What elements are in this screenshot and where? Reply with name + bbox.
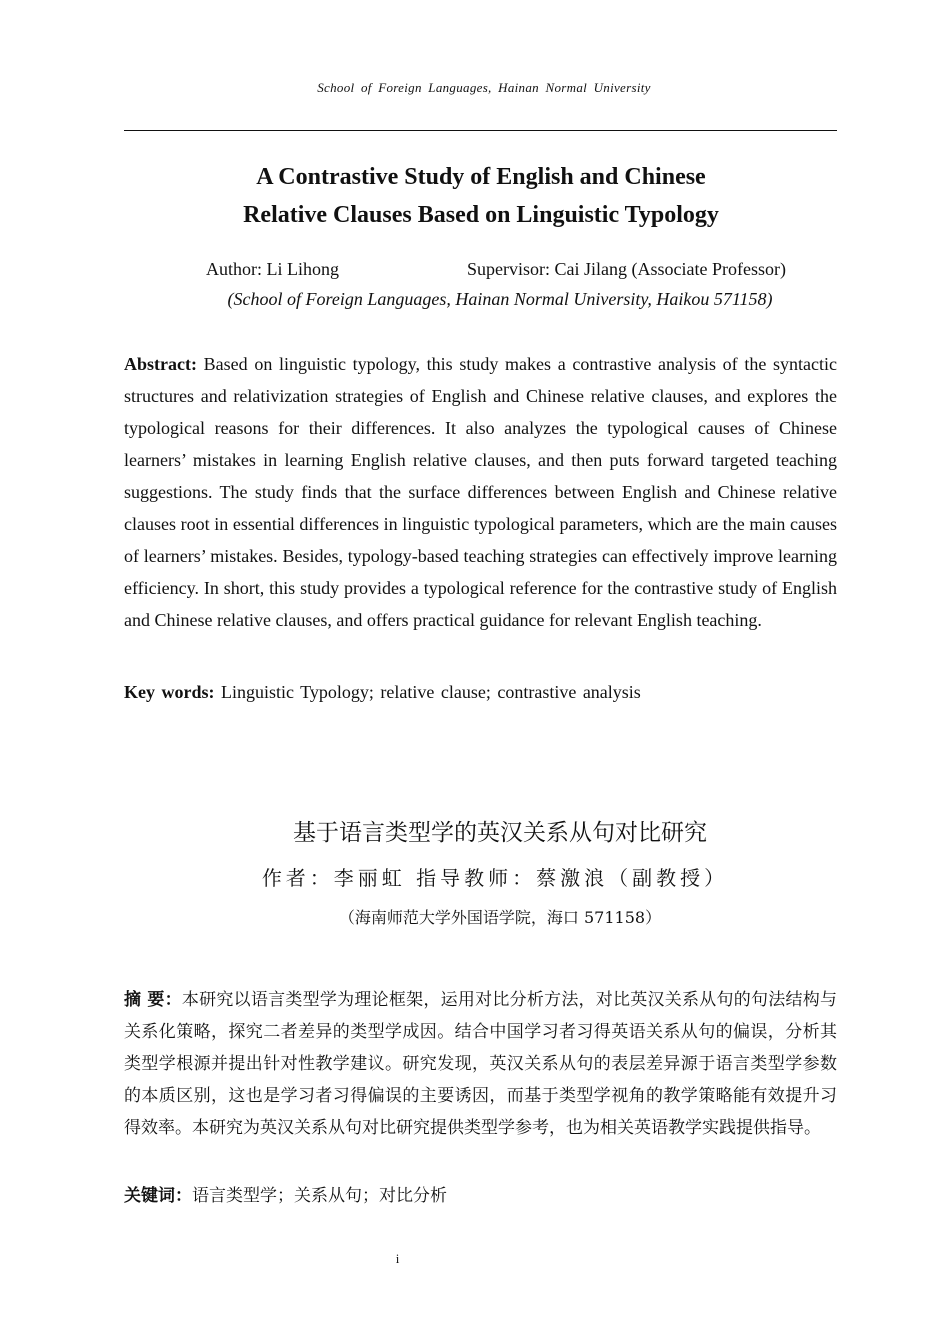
english-title-line-2: Relative Clauses Based on Linguistic Typology [243, 202, 719, 228]
chinese-abstract-body: 本研究以语言类型学为理论框架，运用对比分析方法，对比英汉关系从句的句法结构与关系化策略，探究二者差异的类型学成因。结合中国学习者习得英语关系从句的偏误，分析其类型学根源并提出针对性教学建议。研究发现，英汉关系从句的表层差异源于语言类型学参数的本质区别，这也是学习者习得偏误的主要诱因，而基于类型学视角的教学策略能有效提升习得效率。本研究为英汉关系从句对比研究提供类型学参考，也为相关英语教学实践提供指导。 [124, 990, 837, 1138]
abstract-label: Abstract: [124, 354, 197, 374]
chinese-author-line: 作者：李丽虹 指导教师：蔡激浪（副教授） [261, 866, 729, 890]
supervisor-name: Supervisor: Cai Jilang (Associate Professor) [467, 259, 786, 279]
author-name: Author: Li Lihong [206, 259, 339, 279]
chinese-title: 基于语言类型学的英汉关系从句对比研究 [293, 820, 707, 846]
chinese-keywords [124, 1182, 837, 1210]
keywords-label: Key words: [124, 682, 215, 702]
chinese-keywords-label: 关键词： [124, 1186, 192, 1206]
english-abstract [124, 348, 837, 636]
english-title-line-1: A Contrastive Study of English and Chinese [256, 164, 706, 190]
abstract-body: Based on linguistic typology, this study makes a contrastive analysis of the syntactic structures and relativization strategies of English and Chinese relative clauses, and explores the typological reasons for their differences. It also analyzes the typological causes of Chinese learners’ mistakes in learning English relative clauses, and then puts forward targeted teaching suggestions. The study finds that the surface differences between English and Chinese relative clauses root in essential differences in linguistic typological parameters, which are the main causes of learners’ mistakes. Besides, typology-based teaching strategies can effectively improve learning efficiency. In short, this study provides a typological reference for the contrastive study of English and Chinese relative clauses, and offers practical guidance for relevant English teaching. [124, 354, 837, 630]
header-rule [124, 130, 837, 131]
chinese-abstract-label: 摘 要： [124, 990, 182, 1010]
english-affiliation: (School of Foreign Languages, Hainan Normal University, Haikou 571158) [227, 289, 773, 309]
chinese-keywords-body: 语言类型学；关系从句；对比分析 [192, 1186, 447, 1206]
english-title [0, 158, 950, 234]
chinese-affiliation: （海南师范大学外国语学院，海口 571158） [338, 908, 662, 927]
english-keywords [124, 678, 837, 706]
chinese-abstract [124, 984, 837, 1144]
page-number: i [395, 1251, 400, 1266]
running-header: School of Foreign Languages, Hainan Normal University [317, 80, 651, 95]
keywords-body: Linguistic Typology; relative clause; contrastive analysis [214, 682, 641, 702]
